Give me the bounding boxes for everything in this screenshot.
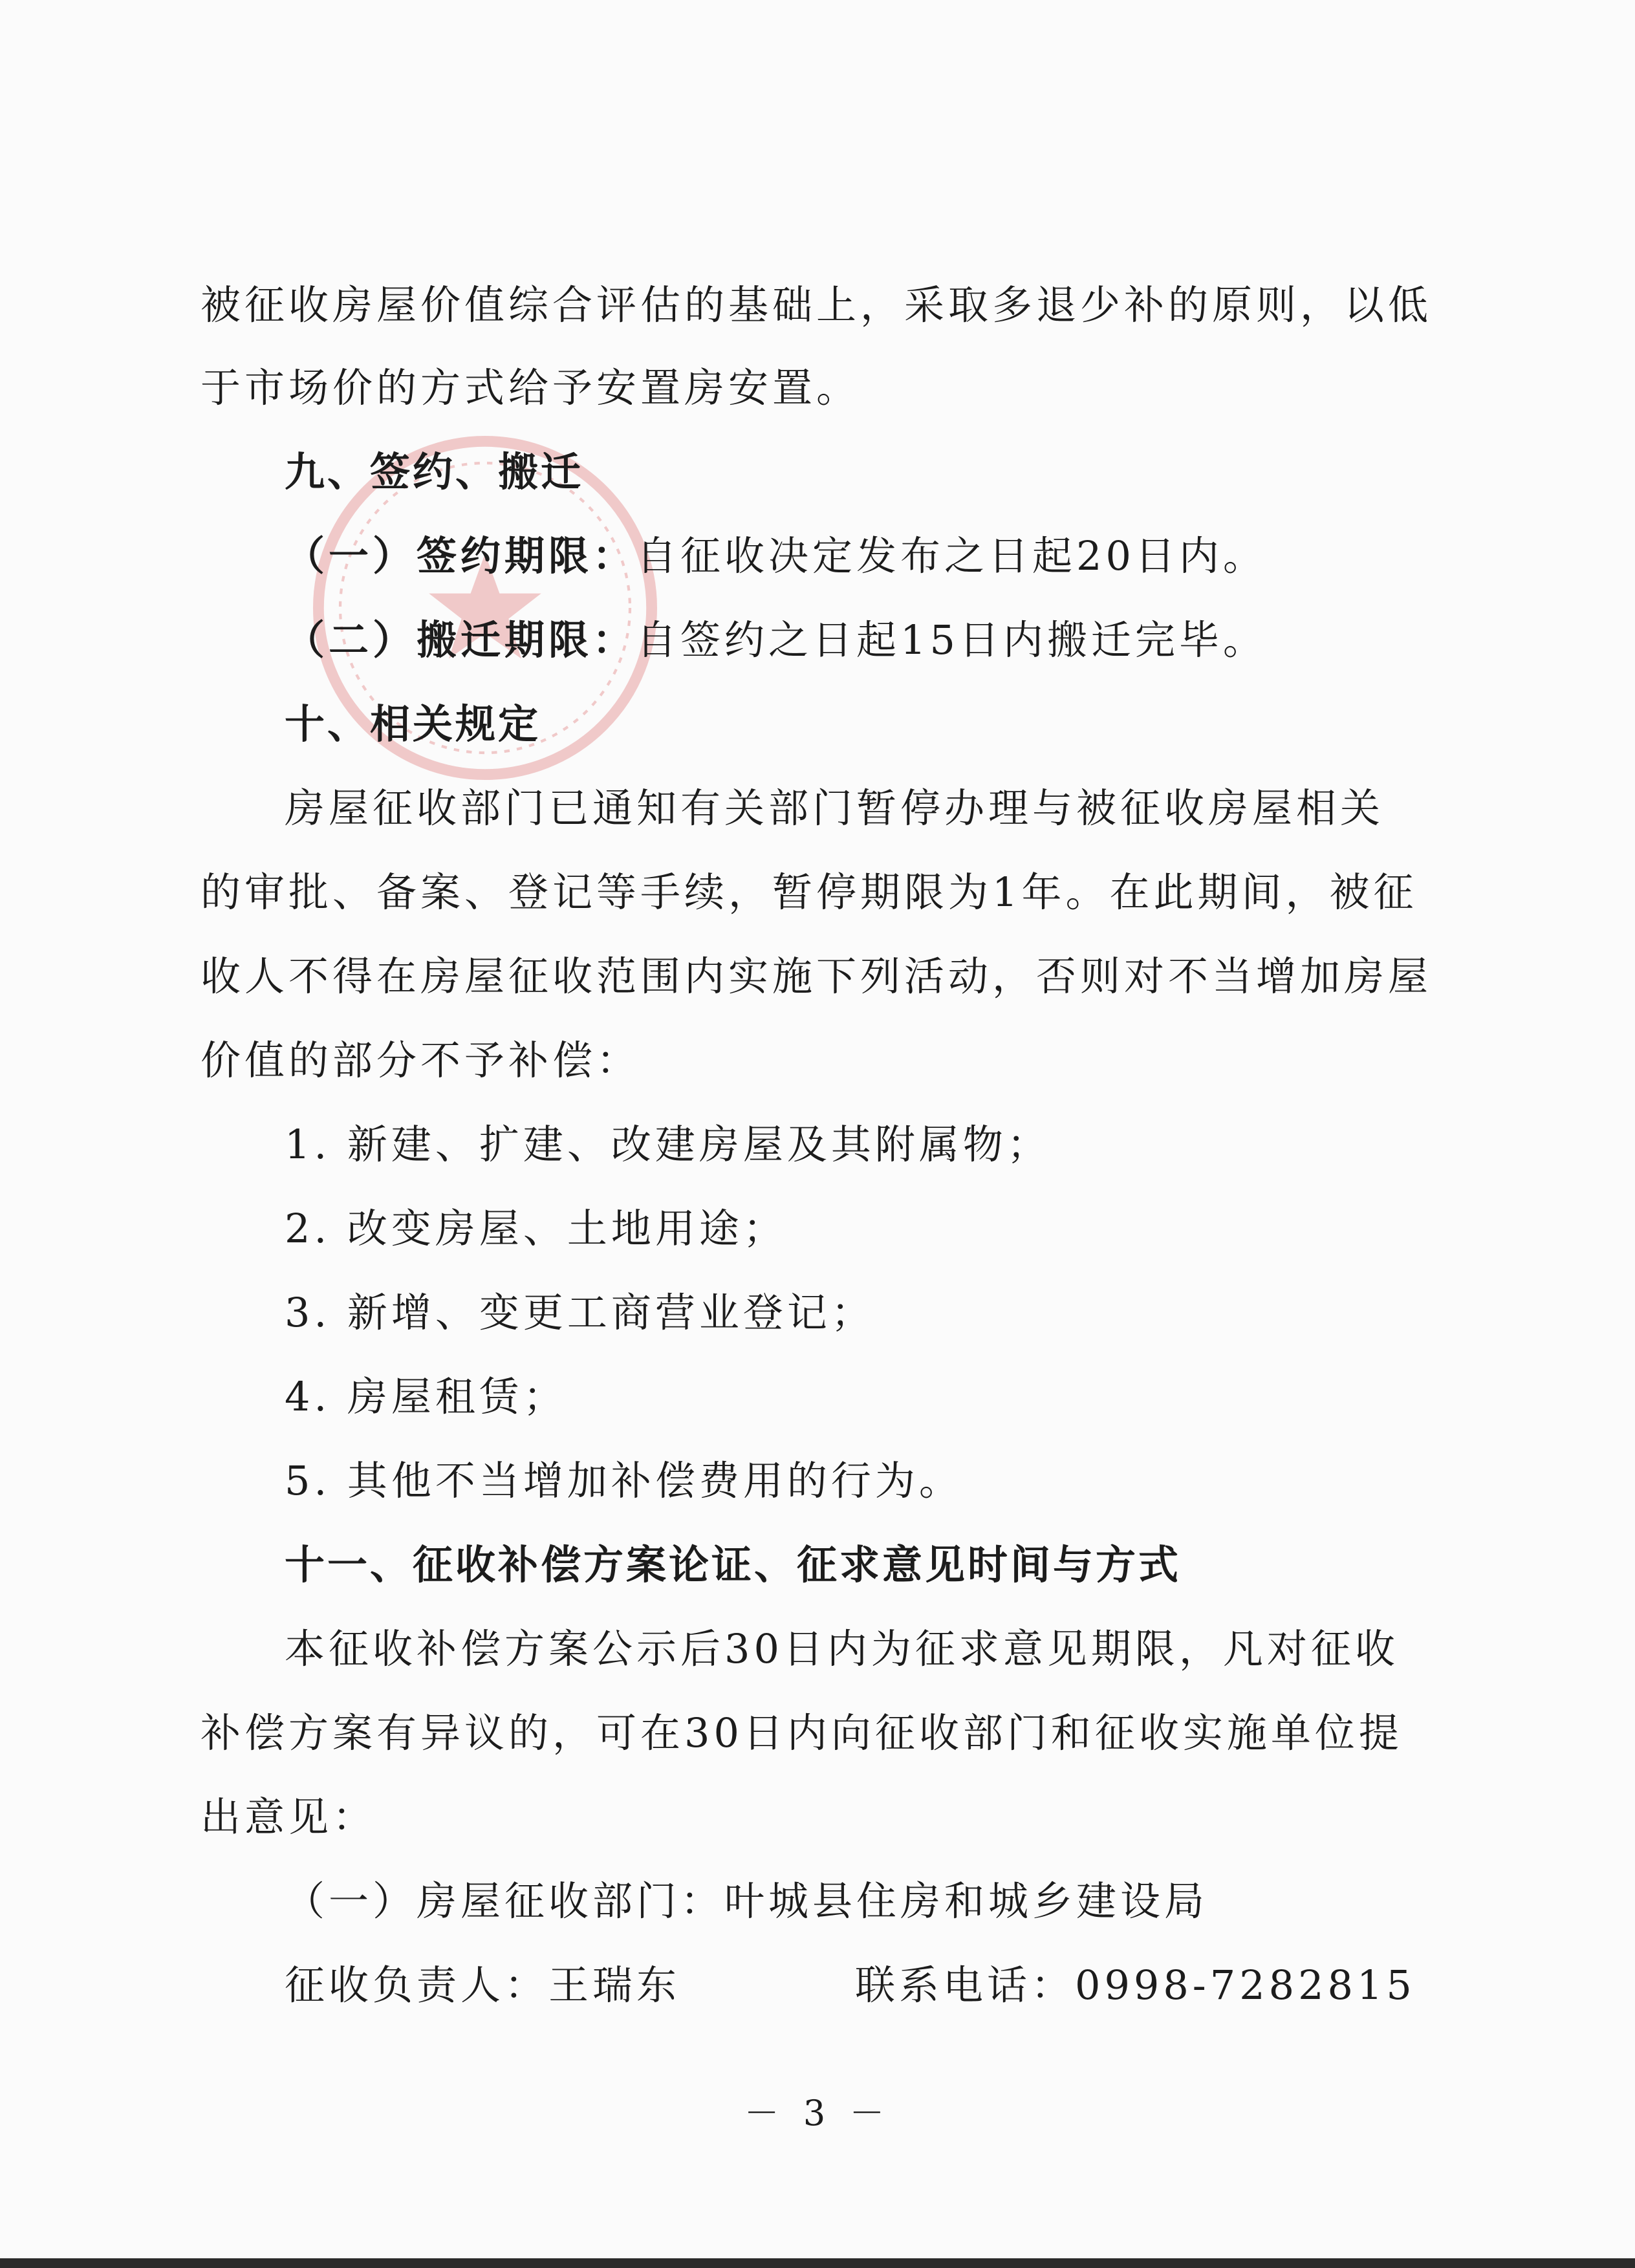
list-item: 1. 新建、扩建、改建房屋及其附属物； (285, 1121, 1051, 1168)
subsection-label: （一）签约期限： (285, 532, 637, 579)
paragraph-line: 补偿方案有异议的，可在30日内向征收部门和征收实施单位提 (200, 1709, 1403, 1756)
section-heading-10: 十、相关规定 (285, 700, 541, 748)
contact-phone: 联系电话：0998-7282815 (855, 1961, 1416, 2009)
subsection-label: （二）搬迁期限： (285, 616, 637, 664)
subsection-text: 自征收决定发布之日起20日内。 (636, 532, 1267, 579)
paragraph-line: 出意见： (200, 1793, 377, 1841)
section-heading-9: 九、签约、搬迁 (285, 448, 584, 495)
paragraph-line: 被征收房屋价值综合评估的基础上，采取多退少补的原则，以低 (200, 281, 1433, 329)
page-number: － 3 － (744, 2093, 891, 2133)
paragraph-line: 的审批、备案、登记等手续，暂停期限为1年。在此期间，被征 (200, 869, 1418, 916)
paragraph-line: 房屋征收部门已通知有关部门暂停办理与被征收房屋相关 (285, 784, 1385, 832)
contact-person: 征收负责人：王瑞东 (285, 1961, 681, 2009)
paragraph-line: 价值的部分不予补偿： (200, 1037, 641, 1084)
list-item: 5. 其他不当增加补偿费用的行为。 (285, 1457, 963, 1504)
section-heading-11: 十一、征收补偿方案论证、征求意见时间与方式 (285, 1541, 1182, 1588)
contact-line (285, 1960, 1416, 2011)
paragraph-line: 本征收补偿方案公示后30日内为征求意见期限，凡对征收 (285, 1625, 1399, 1672)
subsection-9-2 (285, 614, 1267, 666)
subsection-9-1 (285, 530, 1267, 582)
list-item: 3. 新增、变更工商营业登记； (285, 1289, 875, 1336)
paragraph-line: 于市场价的方式给予安置房安置。 (200, 364, 861, 411)
paragraph-line: 收人不得在房屋征收范围内实施下列活动，否则对不当增加房屋 (200, 953, 1433, 1000)
list-item: 4. 房屋租赁； (285, 1373, 567, 1420)
scan-edge (0, 2258, 1635, 2268)
subsection-11-1: （一）房屋征收部门：叶城县住房和城乡建设局 (285, 1877, 1209, 1925)
list-item: 2. 改变房屋、土地用途； (285, 1205, 787, 1252)
subsection-text: 自签约之日起15日内搬迁完毕。 (636, 616, 1267, 664)
